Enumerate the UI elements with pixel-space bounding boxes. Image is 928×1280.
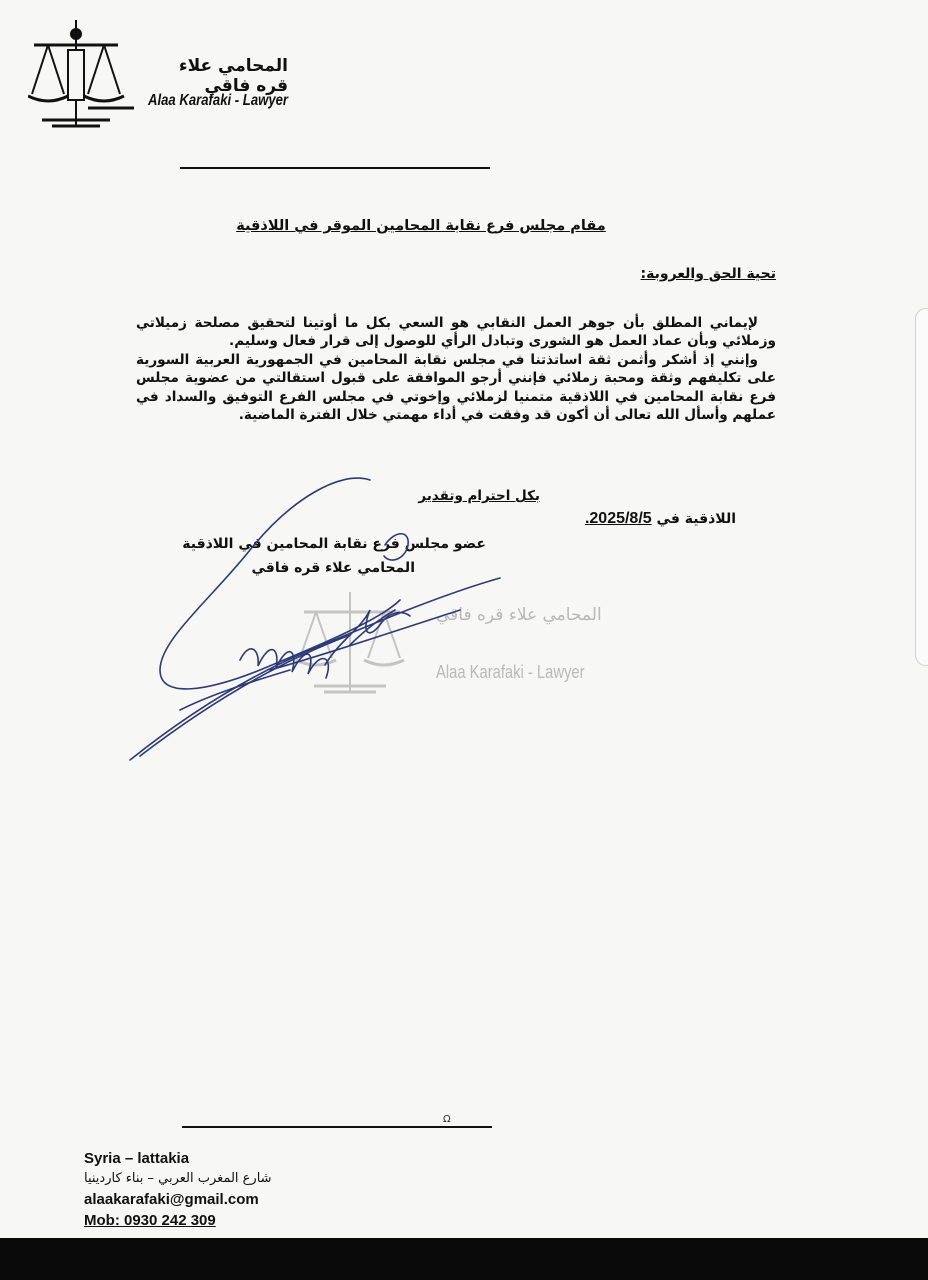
date-value: 2025/8/5.	[584, 510, 652, 527]
bottom-bar	[0, 1238, 928, 1280]
stamp-name-arabic: المحامي علاء قره فاقي	[436, 605, 602, 625]
footer-contact	[84, 1148, 404, 1231]
closing: بكل احترام وتقدير	[418, 488, 540, 504]
letterhead-name-arabic: المحامي علاء قره فاقي	[178, 56, 288, 96]
header-divider	[180, 167, 490, 169]
letterhead-name-english: Alaa Karafaki - Lawyer	[148, 92, 289, 109]
signer-name: المحامي علاء قره فاقي	[251, 560, 415, 576]
paragraph-2: وإنني إذ أشكر وأثمن ثقة اساتذتنا في مجلس نقابة المحامين في الجمهورية العربية السورية على تكليفهم وثقة ومحبة زملائي فإنني أرجو الموافقة على قبول استقالتي من عضوية مجلس فرع نقابة المحامين في اللاذقية متمنيا لزملائي وإخوتي في مجلس الفرع التوفيق والسداد في عملهم وأسأل الله تعالى أن أكون قد وفقت في أداء مهمتي خلال الفترة الماضية.	[136, 351, 776, 424]
scroll-handle[interactable]	[915, 308, 928, 666]
footer-divider	[182, 1126, 492, 1128]
handwritten-signature	[120, 460, 520, 780]
footer-mobile: Mob: 0930 242 309	[84, 1212, 216, 1229]
scales-of-justice-icon	[28, 14, 138, 136]
greeting: تحية الحق والعروبة:	[640, 266, 776, 282]
footer-city: Syria – lattakia	[84, 1150, 190, 1167]
footer-email: alaakarafaki@gmail.com	[84, 1191, 259, 1208]
date-line	[500, 510, 736, 528]
letter-body	[136, 314, 776, 424]
stamp-name-english: Alaa Karafaki - Lawyer	[436, 662, 585, 682]
paragraph-1: لإيماني المطلق بأن جوهر العمل النقابي هو السعي بكل ما أوتينا لتحقيق مصلحة زميلاتي وزملائي وبأن عماد العمل هو الشورى وتبادل الرأي للوصول إلى قرار فعال وسليم.	[136, 315, 776, 350]
footer-street: شارع المغرب العربي – بناء كاردينيا	[84, 1171, 272, 1186]
signer-role: عضو مجلس فرع نقابة المحامين في اللاذقية	[182, 536, 486, 552]
letter-heading: مقام مجلس فرع نقابة المحامين الموقر في اللاذقية	[236, 218, 606, 234]
footer-mark: Ω	[443, 1114, 451, 1125]
date-place: اللاذقية في	[656, 511, 736, 527]
